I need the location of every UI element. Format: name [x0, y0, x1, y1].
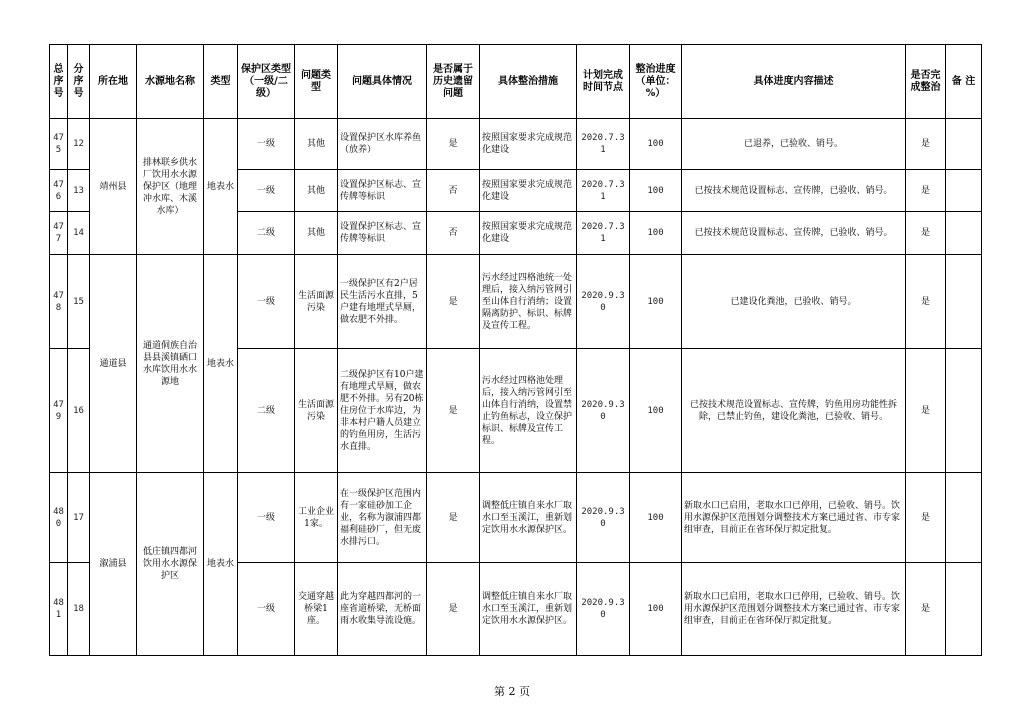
- header-remark: 备 注: [946, 45, 982, 119]
- deadline-cell: 2020.9.30: [577, 255, 630, 349]
- remark-cell: [946, 473, 982, 563]
- header-measures: 具体整治措施: [480, 45, 577, 119]
- completed-cell: 是: [906, 473, 946, 563]
- progress-cell: 100: [630, 349, 682, 473]
- header-problem-type: 问题类型: [295, 45, 338, 119]
- total-no-cell: 476: [50, 170, 68, 212]
- sub-no-cell: 16: [68, 349, 90, 473]
- header-row: [50, 45, 982, 119]
- deadline-cell: 2020.7.31: [577, 170, 630, 212]
- deadline-cell: 2020.7.31: [577, 212, 630, 255]
- zone-cell: 二级: [238, 349, 295, 473]
- completed-cell: 是: [906, 119, 946, 170]
- progress-desc-cell: 已建设化粪池，已验收、销号。: [682, 255, 906, 349]
- type-cell: 地表水: [204, 119, 238, 255]
- remark-cell: [946, 119, 982, 170]
- sub-no-cell: 18: [68, 563, 90, 656]
- progress-cell: 100: [630, 170, 682, 212]
- header-type: 类型: [204, 45, 238, 119]
- location-cell: 通道县: [90, 255, 137, 473]
- measures-cell: 调整低庄镇自来水厂取水口至玉溪江，重新划定饮用水水源保护区。: [480, 563, 577, 656]
- problem-detail-cell: 二级保护区有10户建有地埋式旱厕，做农肥不外排。另有20栋住房位于水库边，为非本村户籍人员建立的钓鱼用房，生活污水直排。: [338, 349, 427, 473]
- location-cell: 溆浦县: [90, 473, 137, 656]
- header-source-name: 水源地名称: [137, 45, 204, 119]
- type-cell: 地表水: [204, 473, 238, 656]
- progress-desc-cell: 已按技术规范设置标志、宣传牌，钓鱼用房功能性拆除，已禁止钓鱼，建设化粪池，已验收、销号。: [682, 349, 906, 473]
- zone-cell: 一级: [238, 473, 295, 563]
- deadline-cell: 2020.7.31: [577, 119, 630, 170]
- problem-detail-cell: 在一级保护区范围内有一家硅砂加工企业，名称为溆浦四都福利硅砂厂，但无废水排污口。: [338, 473, 427, 563]
- problem-type-cell: 其他: [295, 119, 338, 170]
- page-number: 第 2 页: [494, 685, 530, 698]
- problem-detail-cell: 设置保护区标志、宣传牌等标识: [338, 212, 427, 255]
- source-name-cell: 排林联乡供水厂饮用水水源保护区（地理冲水库、木溪水库）: [137, 119, 204, 255]
- progress-desc-cell: 新取水口已启用，老取水口已停用，已验收、销号。饮用水源保护区范围划分调整技术方案已通过省、市专家组审查，目前正在省环保厅拟定批复。: [682, 563, 906, 656]
- progress-cell: 100: [630, 119, 682, 170]
- source-name-cell: 低庄镇四都河饮用水水源保护区: [137, 473, 204, 656]
- measures-cell: 调整低庄镇自来水厂取水口至玉溪江，重新划定饮用水水源保护区。: [480, 473, 577, 563]
- header-location: 所在地: [90, 45, 137, 119]
- zone-cell: 二级: [238, 212, 295, 255]
- sub-no-cell: 17: [68, 473, 90, 563]
- zone-cell: 一级: [238, 255, 295, 349]
- deadline-cell: 2020.9.30: [577, 349, 630, 473]
- total-no-cell: 477: [50, 212, 68, 255]
- measures-cell: 污水经过四格池处理后，接入纳污管网引至山体自行消纳，设置禁止钓鱼标志，设立保护标识、标牌及宣传工程。: [480, 349, 577, 473]
- total-no-cell: 481: [50, 563, 68, 656]
- remark-cell: [946, 212, 982, 255]
- header-historical: 是否属于历史遗留问题: [427, 45, 480, 119]
- total-no-cell: 480: [50, 473, 68, 563]
- header-completed: 是否完成整治: [906, 45, 946, 119]
- deadline-cell: 2020.9.30: [577, 473, 630, 563]
- problem-type-cell: 其他: [295, 212, 338, 255]
- problem-type-cell: 工业企业1家。: [295, 473, 338, 563]
- completed-cell: 是: [906, 212, 946, 255]
- header-problem-detail: 问题具体情况: [338, 45, 427, 119]
- progress-desc-cell: 已退养，已验收、销号。: [682, 119, 906, 170]
- sub-no-cell: 14: [68, 212, 90, 255]
- problem-type-cell: 生活面源污染: [295, 349, 338, 473]
- total-no-cell: 478: [50, 255, 68, 349]
- problem-type-cell: 交通穿越桥梁1座。: [295, 563, 338, 656]
- total-no-cell: 479: [50, 349, 68, 473]
- measures-cell: 按照国家要求完成规范化建设: [480, 119, 577, 170]
- table-row: [50, 473, 982, 563]
- problem-detail-cell: 设置保护区标志、宣传牌等标识: [338, 170, 427, 212]
- zone-cell: 一级: [238, 119, 295, 170]
- sub-no-cell: 13: [68, 170, 90, 212]
- measures-cell: 按照国家要求完成规范化建设: [480, 170, 577, 212]
- completed-cell: 是: [906, 255, 946, 349]
- remark-cell: [946, 255, 982, 349]
- completed-cell: 是: [906, 349, 946, 473]
- problem-detail-cell: 设置保护区水库养鱼（放养）: [338, 119, 427, 170]
- completed-cell: 是: [906, 563, 946, 656]
- progress-desc-cell: 新取水口已启用，老取水口已停用，已验收、销号。饮用水源保护区范围划分调整技术方案已通过省、市专家组审查，目前正在省环保厅拟定批复。: [682, 473, 906, 563]
- historical-cell: 是: [427, 563, 480, 656]
- type-cell: 地表水: [204, 255, 238, 473]
- remark-cell: [946, 563, 982, 656]
- progress-desc-cell: 已按技术规范设置标志、宣传牌，已验收、销号。: [682, 212, 906, 255]
- progress-cell: 100: [630, 473, 682, 563]
- problem-type-cell: 其他: [295, 170, 338, 212]
- measures-cell: 按照国家要求完成规范化建设: [480, 212, 577, 255]
- zone-cell: 一级: [238, 563, 295, 656]
- header-zone-type: 保护区类型（一级/二级）: [238, 45, 295, 119]
- progress-cell: 100: [630, 255, 682, 349]
- historical-cell: 是: [427, 349, 480, 473]
- remark-cell: [946, 349, 982, 473]
- historical-cell: 否: [427, 170, 480, 212]
- location-cell: 靖州县: [90, 119, 137, 255]
- source-name-cell: 通道侗族自治县县溪镇硒口水库饮用水水源地: [137, 255, 204, 473]
- progress-desc-cell: 已按技术规范设置标志、宣传牌，已验收、销号。: [682, 170, 906, 212]
- remark-cell: [946, 170, 982, 212]
- rectification-table: [49, 44, 982, 656]
- measures-cell: 污水经过四格池统一处理后，接入纳污管网引至山体自行消纳；设置隔离防护、标识、标牌及宣传工程。: [480, 255, 577, 349]
- header-total-no: 总序号: [50, 45, 68, 119]
- problem-detail-cell: 一级保护区有2户居民生活污水直排，5户建有地埋式旱厕，做农肥不外排。: [338, 255, 427, 349]
- problem-detail-cell: 此为穿越四都河的一座省道桥梁，无桥面雨水收集导流设施。: [338, 563, 427, 656]
- historical-cell: 否: [427, 212, 480, 255]
- completed-cell: 是: [906, 170, 946, 212]
- header-progress: 整治进度（单位：%）: [630, 45, 682, 119]
- sub-no-cell: 15: [68, 255, 90, 349]
- problem-type-cell: 生活面源污染: [295, 255, 338, 349]
- historical-cell: 是: [427, 473, 480, 563]
- zone-cell: 一级: [238, 170, 295, 212]
- table-row: [50, 119, 982, 170]
- header-deadline: 计划完成时间节点: [577, 45, 630, 119]
- header-sub-no: 分序号: [68, 45, 90, 119]
- table-row: [50, 255, 982, 349]
- sub-no-cell: 12: [68, 119, 90, 170]
- historical-cell: 是: [427, 119, 480, 170]
- deadline-cell: 2020.9.30: [577, 563, 630, 656]
- progress-cell: 100: [630, 563, 682, 656]
- header-progress-desc: 具体进度内容描述: [682, 45, 906, 119]
- historical-cell: 是: [427, 255, 480, 349]
- progress-cell: 100: [630, 212, 682, 255]
- total-no-cell: 475: [50, 119, 68, 170]
